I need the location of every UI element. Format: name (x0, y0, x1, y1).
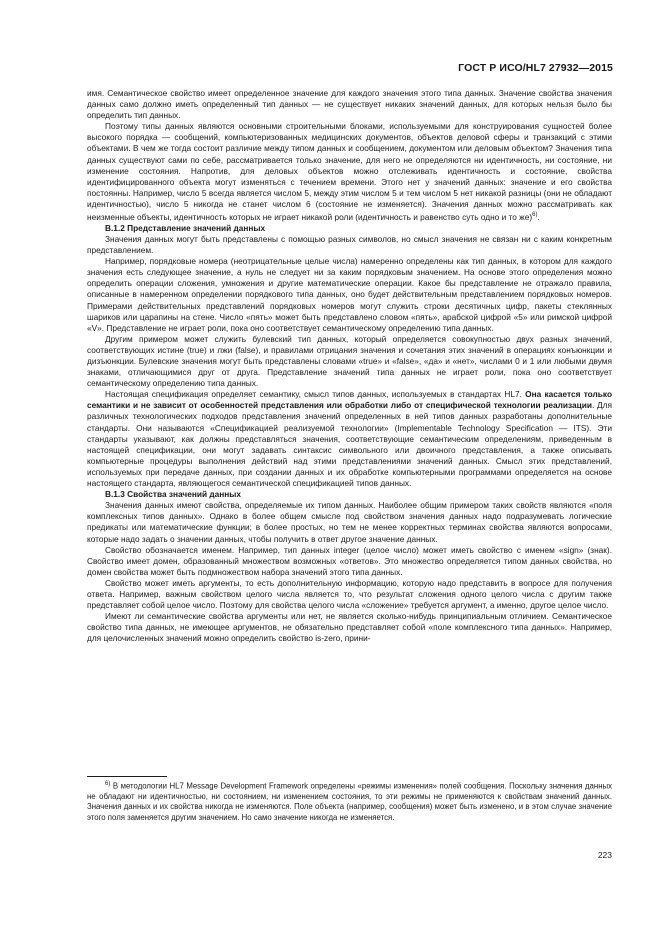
paragraph: Например, порядковые номера (неотрицательные целые числа) намеренно определены как тип данных, в котором для каждого значения есть следующее значение, а нуль не следует ни за каким порядковым значением. На основе этого определения можно определить операции сложения, умножения и другие математические операции. Какое бы представление не отражало правила, описанные в намеренном определении порядкового типа данных, оно будет действительным представлением порядковых номеров. Примерами действительных представлений порядковых номеров могут служить строки десятичных цифр, пакеты стеклянных шариков или царапины на стене. Число «пять» может быть представлено словом «пять», арабской цифрой «5» или римской цифрой «V». Представление не играет роли, пока оно соответствует семантическому определению типа данных. (87, 256, 612, 333)
paragraph-bold-statement: Она касается только семантики и не зависит от особенностей представления или обработки либо от специфической технологии реализации (87, 389, 613, 411)
paragraph (87, 389, 612, 489)
paragraph: имя. Семантическое свойство имеет определенное значение для каждого значения этого типа данных. Значение свойства значения данных само должно иметь определенный тип данных — не существует никаких значений данных, для которых нельзя было бы определить тип данных. (87, 88, 612, 121)
footnote-text (87, 779, 612, 823)
paragraph: Значения данных имеют свойства, определяемые их типом данных. Наиболее общим примером таких свойств являются «поля комплексных типов данных». Однако в более общем смысле под свойством значения данных надо подразумевать логические предикаты или математические функции; в более простых, но тем не менее корректных терминах свойства являются вопросами, которые надо задать о значении данных, чтобы получить в ответ другое значение данных. (87, 500, 612, 544)
footnote-marker: 6) (105, 781, 111, 787)
paragraph-rest: . Для различных технологических подходов представления значений определенных в ней типов данных разработаны дополнительные стандарты. Они называются «Спецификацией реализуемой технологии» (Implementable Technology Specification — ITS). Эти стандарты указывают, как должны представляться значения, соответствующие семантическим определениям, приведенным в настоящей спецификации, они могут задавать синтаксис символьного или двоичного представления, а также описывать компьютерные процедуры выполнения действий над этими представлениями значений данных. Смысл этих представлений, используемых при передаче данных, при создании данных и их обработке компьютерными программами определяется на основе настоящего стандарта, являющегося семантической спецификацией типов данных. (87, 400, 612, 489)
paragraph: Имеют ли семантические свойства аргументы или нет, не является сколько-нибудь принципиальным отличием. Семантическое свойство типа данных, не имеющее аргументов, не обязательно представляет собой «поле комплексного типа данных». Например, для целочисленных значений можно определить свойство is-zero, прини- (87, 611, 612, 644)
paragraph-text: Поэтому типы данных являются основными строительными блоками, используемыми для конструирования сущностей более высокого порядка — сообщений, компьютеризованных медицинских документов, объектов деловой сферы и транзакций с этими объектами. В чем же тогда состоит различие между типом данных и сообщением, документом или деловым объектом? Значения типа данных существуют сами по себе, рассматривается только значение, для него не определяются ни идентичность, ни состояние, ни изменение состояния. Напротив, для деловых объектов можно отслеживать идентичность и состояние, свойства идентифицированного объекта могут изменяться с течением времени. Этого нет у значений данных: значение и его свойства постоянны. Например, число 5 всегда является числом 5, между этим числом 5 и тем числом 5 нет никакой разницы (они не обладают идентичностью), число 5 никогда не станет числом 6 (состояние не изменяется). Значения данных можно рассматривать как неизменные объекты, идентичность которых не играет никакой роли (идентичность и равенство суть одно и то же) (87, 121, 612, 222)
page-number: 223 (597, 850, 612, 860)
footnote-body: В методологии HL7 Message Development Framework определены «режимы изменения» полей сообщения. Поскольку значения данных не обладают ни идентичностью, ни состоянием, ни изменением состояния, то эти режимы не применяются к свойствам значений данных. Значения данных и их свойства никогда не изменяются. Поле объекта (например, сообщения) может быть изменено, и в этом случае значение этого поля заменяется другим значением. Но само значение никогда не изменяется. (87, 781, 612, 822)
footnote-reference[interactable]: 6) (532, 212, 538, 219)
section-heading-b12: В.1.2 Представление значений данных (105, 222, 266, 233)
paragraph: Значения данных могут быть представлены с помощью разных символов, но смысл значения не связан ни с каким конкретным представлением. (87, 233, 612, 256)
paragraph-lead: Настоящая спецификация определяет семантику, смысл типов данных, используемых в стандартах HL7. (105, 389, 526, 400)
paragraph-tail: . (537, 211, 540, 222)
footnote-divider (87, 776, 167, 777)
document-id-header: ГОСТ Р ИСО/HL7 27932—2015 (458, 62, 613, 74)
paragraph: Свойство обозначается именем. Например, тип данных integer (целое число) может иметь свойство с именем «sign» (знак). Свойство имеет домен, образованный множеством возможных «ответов». Это множество определяется типом данных свойства, но домен свойства может быть подмножеством набора значений этого типа данных. (87, 544, 612, 577)
page-body (87, 88, 612, 644)
paragraph: Другим примером может служить булевский тип данных, который определяется совокупностью двух разных значений, соответствующих истине (true) и лжи (false), и правилами отрицания значения и сочетания этих значений в операциях конъюнкции и дизъюнкции. Булевские значения могут быть представлены словами «true» и «false», «да» и «нет», числами 0 и 1 или любыми двумя знаками, отличающимися друг от друга. Представление значений типа данных не играет роли, пока оно соответствует семантическому определению типа данных. (87, 333, 612, 389)
section-heading-b13: В.1.3 Свойства значений данных (105, 489, 241, 500)
footnote (87, 779, 612, 823)
paragraph: Свойство может иметь аргументы, то есть дополнительную информацию, которую надо представить в вопросе для получения ответа. Например, важным свойством целого числа является то, что результат сложения одного целого числа с другим также представляет собой целое число. Поэтому для свойства целого числа «сложение» требуется аргумент, а именно, другое целое число. (87, 577, 612, 611)
paragraph (87, 121, 612, 223)
